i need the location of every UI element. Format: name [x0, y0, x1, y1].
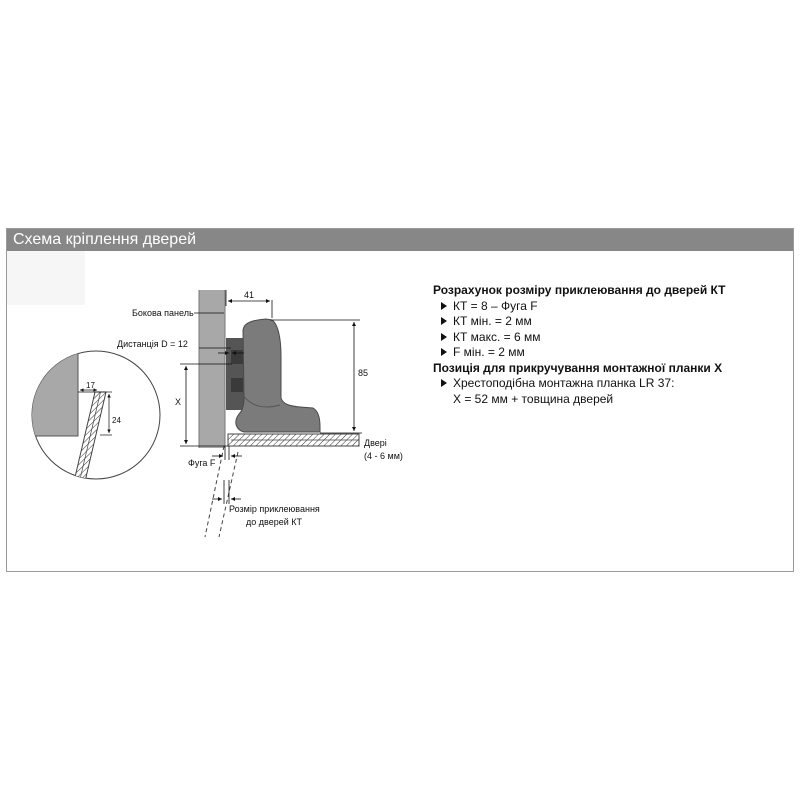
door-label-line2: (4 - 6 мм) — [364, 451, 403, 461]
calc-list — [433, 299, 783, 361]
door-label-line1: Двері — [364, 438, 387, 448]
dimension-41 — [226, 290, 272, 318]
calc-item: КТ = 8 – Фуга F — [433, 299, 783, 315]
overlay-label-line2: до дверей КТ — [246, 517, 302, 527]
side-panel — [199, 290, 225, 448]
dim-41-label: 41 — [243, 290, 255, 300]
position-list — [433, 376, 783, 392]
gap-f-label: Фуга F — [188, 458, 216, 468]
side-panel-label: Бокова панель — [132, 308, 194, 318]
calc-item: КТ мін. = 2 мм — [433, 314, 783, 330]
dim-17-label: 17 — [86, 381, 95, 390]
panel-title: Схема кріплення дверей — [13, 231, 197, 248]
overlay-label-line1: Розмір приклеювання — [229, 504, 320, 514]
dim-24-label: 24 — [112, 416, 121, 425]
dim-85-label: 85 — [358, 368, 369, 378]
info-block — [433, 283, 783, 407]
distance-d-label: Дистанція D = 12 — [117, 339, 188, 349]
mounting-plate — [226, 338, 244, 410]
calc-item: F мін. = 2 мм — [433, 345, 783, 361]
position-item: Хрестоподібна монтажна планка LR 37: — [433, 376, 783, 392]
position-title: Позиція для прикручування монтажної планки X — [433, 360, 723, 375]
calc-title: Розрахунок розміру приклеювання до дверей КТ — [433, 283, 726, 297]
hinge-arm — [236, 319, 320, 432]
dim-x-label: X — [175, 397, 182, 407]
position-item-cont: X = 52 мм + товщина дверей — [453, 391, 614, 406]
calc-item: КТ макс. = 6 мм — [433, 330, 783, 346]
detail-circle — [30, 340, 160, 490]
